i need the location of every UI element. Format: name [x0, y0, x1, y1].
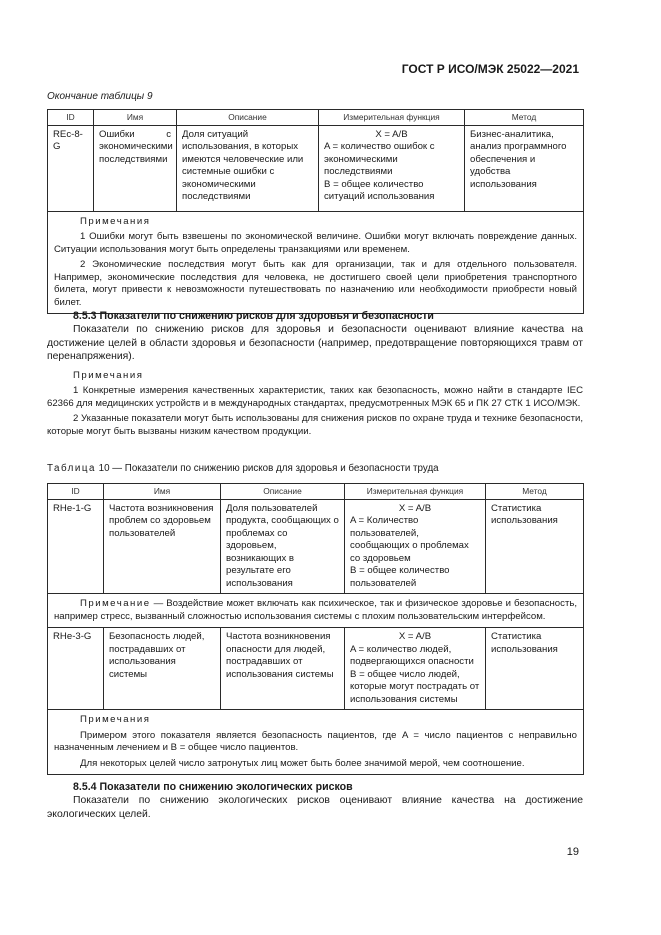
note-2: 2 Указанные показатели могут быть использованы для снижения рисков по охране труда и технике безопасности, которые могут быть вызваны низким качеством продукции.: [47, 413, 583, 437]
table-header-row: [48, 484, 584, 500]
section-paragraph: Показатели по снижению рисков для здоровья и безопасности оценивают влияние качества на достижение целей в области здоровья и безопасности (например, предотвращение повторяющихся травм от перенапряжения).: [47, 324, 583, 363]
column-header-method: Метод: [465, 110, 584, 126]
cell-method: Бизнес-аналитика, анализ программного обеспечения и удобства использования: [465, 125, 584, 211]
notes-title: Примечания: [73, 369, 144, 381]
notes-cell: [48, 710, 584, 775]
table-continuation-caption: Окончание таблицы 9: [47, 91, 153, 102]
formula-definitions: A = количество людей, подвергающихся опасности B = общее число людей, которые могут пострадать от использования системы: [350, 643, 480, 705]
section-paragraph: Показатели по снижению экологических рисков оценивают влияние качества на достижение экологических целей.: [47, 795, 583, 820]
cell-id: RHe-3-G: [48, 628, 104, 710]
cell-method: Статистика использования: [486, 499, 584, 594]
note-2: Для некоторых целей число затронутых лиц может быть более значимой мерой, чем соотношение.: [80, 757, 525, 769]
notes-cell: [48, 211, 584, 314]
formula: X = A/B: [375, 128, 408, 140]
table-row: [48, 628, 584, 710]
notes-row: [48, 594, 584, 628]
note-word: Примечание: [80, 598, 151, 609]
note-1: Примером этого показателя является безопасность пациентов, где A = число пациентов с неправильно назначенным лечением и B = общее число пациентов.: [54, 729, 577, 753]
note-2: 2 Экономические последствия могут быть как для организации, так и для отдельного пользователя. Например, экономические последствия для человека, не достигшего своей цели приобретения транспортного билета, могут привести к невозможности путешествовать по назначению или необходимости приобрести новый билет.: [54, 259, 577, 308]
table-9: [47, 109, 584, 314]
cell-description: Частота возникновения опасности для людей, пострадавших от использования системы: [221, 628, 345, 710]
notes-title: Примечания: [80, 215, 151, 227]
table-header-row: [48, 110, 584, 126]
formula-definitions: A = количество ошибок с экономическими последствиями B = общее количество ситуаций использования: [324, 141, 435, 202]
formula: X = A/B: [398, 631, 432, 642]
note-1: 1 Ошибки могут быть взвешены по экономической величине. Ошибки могут включать повреждение данных. Ситуации использования могут быть определены транзакциями или временем.: [54, 231, 577, 255]
column-header-id: ID: [48, 484, 104, 500]
note-mid: [54, 598, 577, 623]
note-text: — Воздействие может включать как психическое, так и физическое здоровье и безопасность, например стресс, вызванный сложностью использования системы с плохим пользовательским интерфейсом.: [54, 598, 577, 622]
note-1: 1 Конкретные измерения качественных характеристик, таких как безопасность, можно найти в стандарте IEC 62366 для медицинских устройств и в международных стандартах, предусмотренных МЭК 65 и ПК 27 СТК 1 ИСО/МЭК.: [47, 385, 583, 409]
cell-name: Безопасность людей, пострадавших от использования системы: [104, 628, 221, 710]
formula: X = A/B: [398, 502, 432, 514]
page-number: 19: [566, 846, 579, 858]
cell-id: RHe-1-G: [48, 499, 104, 594]
column-header-function: Измерительная функция: [345, 484, 486, 500]
column-header-method: Метод: [486, 484, 584, 500]
formula-definitions: A = Количество пользователей, сообщающих о проблемах со здоровьем B = общее количество пользователей: [350, 515, 469, 589]
cell-name: Ошибки с экономическими последствиями: [94, 125, 177, 211]
cell-description: Доля пользователей продукта, сообщающих о проблемах со здоровьем, возникающих в результате его использования: [221, 499, 345, 594]
cell-method: Статистика использования: [486, 628, 584, 710]
document-header: ГОСТ Р ИСО/МЭК 25022—2021: [401, 62, 579, 76]
cell-name: Частота возникновения проблем со здоровьем пользователей: [104, 499, 221, 594]
cell-function: [319, 125, 465, 211]
notes-row: [48, 211, 584, 314]
column-header-function: Измерительная функция: [319, 110, 465, 126]
column-header-id: ID: [48, 110, 94, 126]
notes-title: Примечания: [80, 714, 151, 725]
table-10: [47, 483, 584, 775]
table-row: [48, 499, 584, 594]
cell-function: [345, 628, 486, 710]
cell-function: [345, 499, 486, 594]
table-row: [48, 125, 584, 211]
column-header-description: Описание: [221, 484, 345, 500]
table-10-caption: [47, 463, 439, 474]
column-header-name: Имя: [94, 110, 177, 126]
caption-word: Таблица: [47, 463, 96, 474]
section-heading: 8.5.3 Показатели по снижению рисков для здоровья и безопасности: [73, 310, 434, 322]
notes-cell: [48, 594, 584, 628]
section-8-5-4: [47, 781, 583, 821]
column-header-description: Описание: [177, 110, 319, 126]
cell-id: REc-8-G: [48, 125, 94, 211]
section-8-5-3: [47, 310, 583, 438]
caption-text: 10 — Показатели по снижению рисков для здоровья и безопасности труда: [98, 463, 439, 474]
notes-row: [48, 710, 584, 775]
cell-description: Доля ситуаций использования, в которых имеются человеческие или системные ошибки с экономическими последствиями: [177, 125, 319, 211]
section-heading: 8.5.4 Показатели по снижению экологических рисков: [73, 781, 353, 793]
column-header-name: Имя: [104, 484, 221, 500]
